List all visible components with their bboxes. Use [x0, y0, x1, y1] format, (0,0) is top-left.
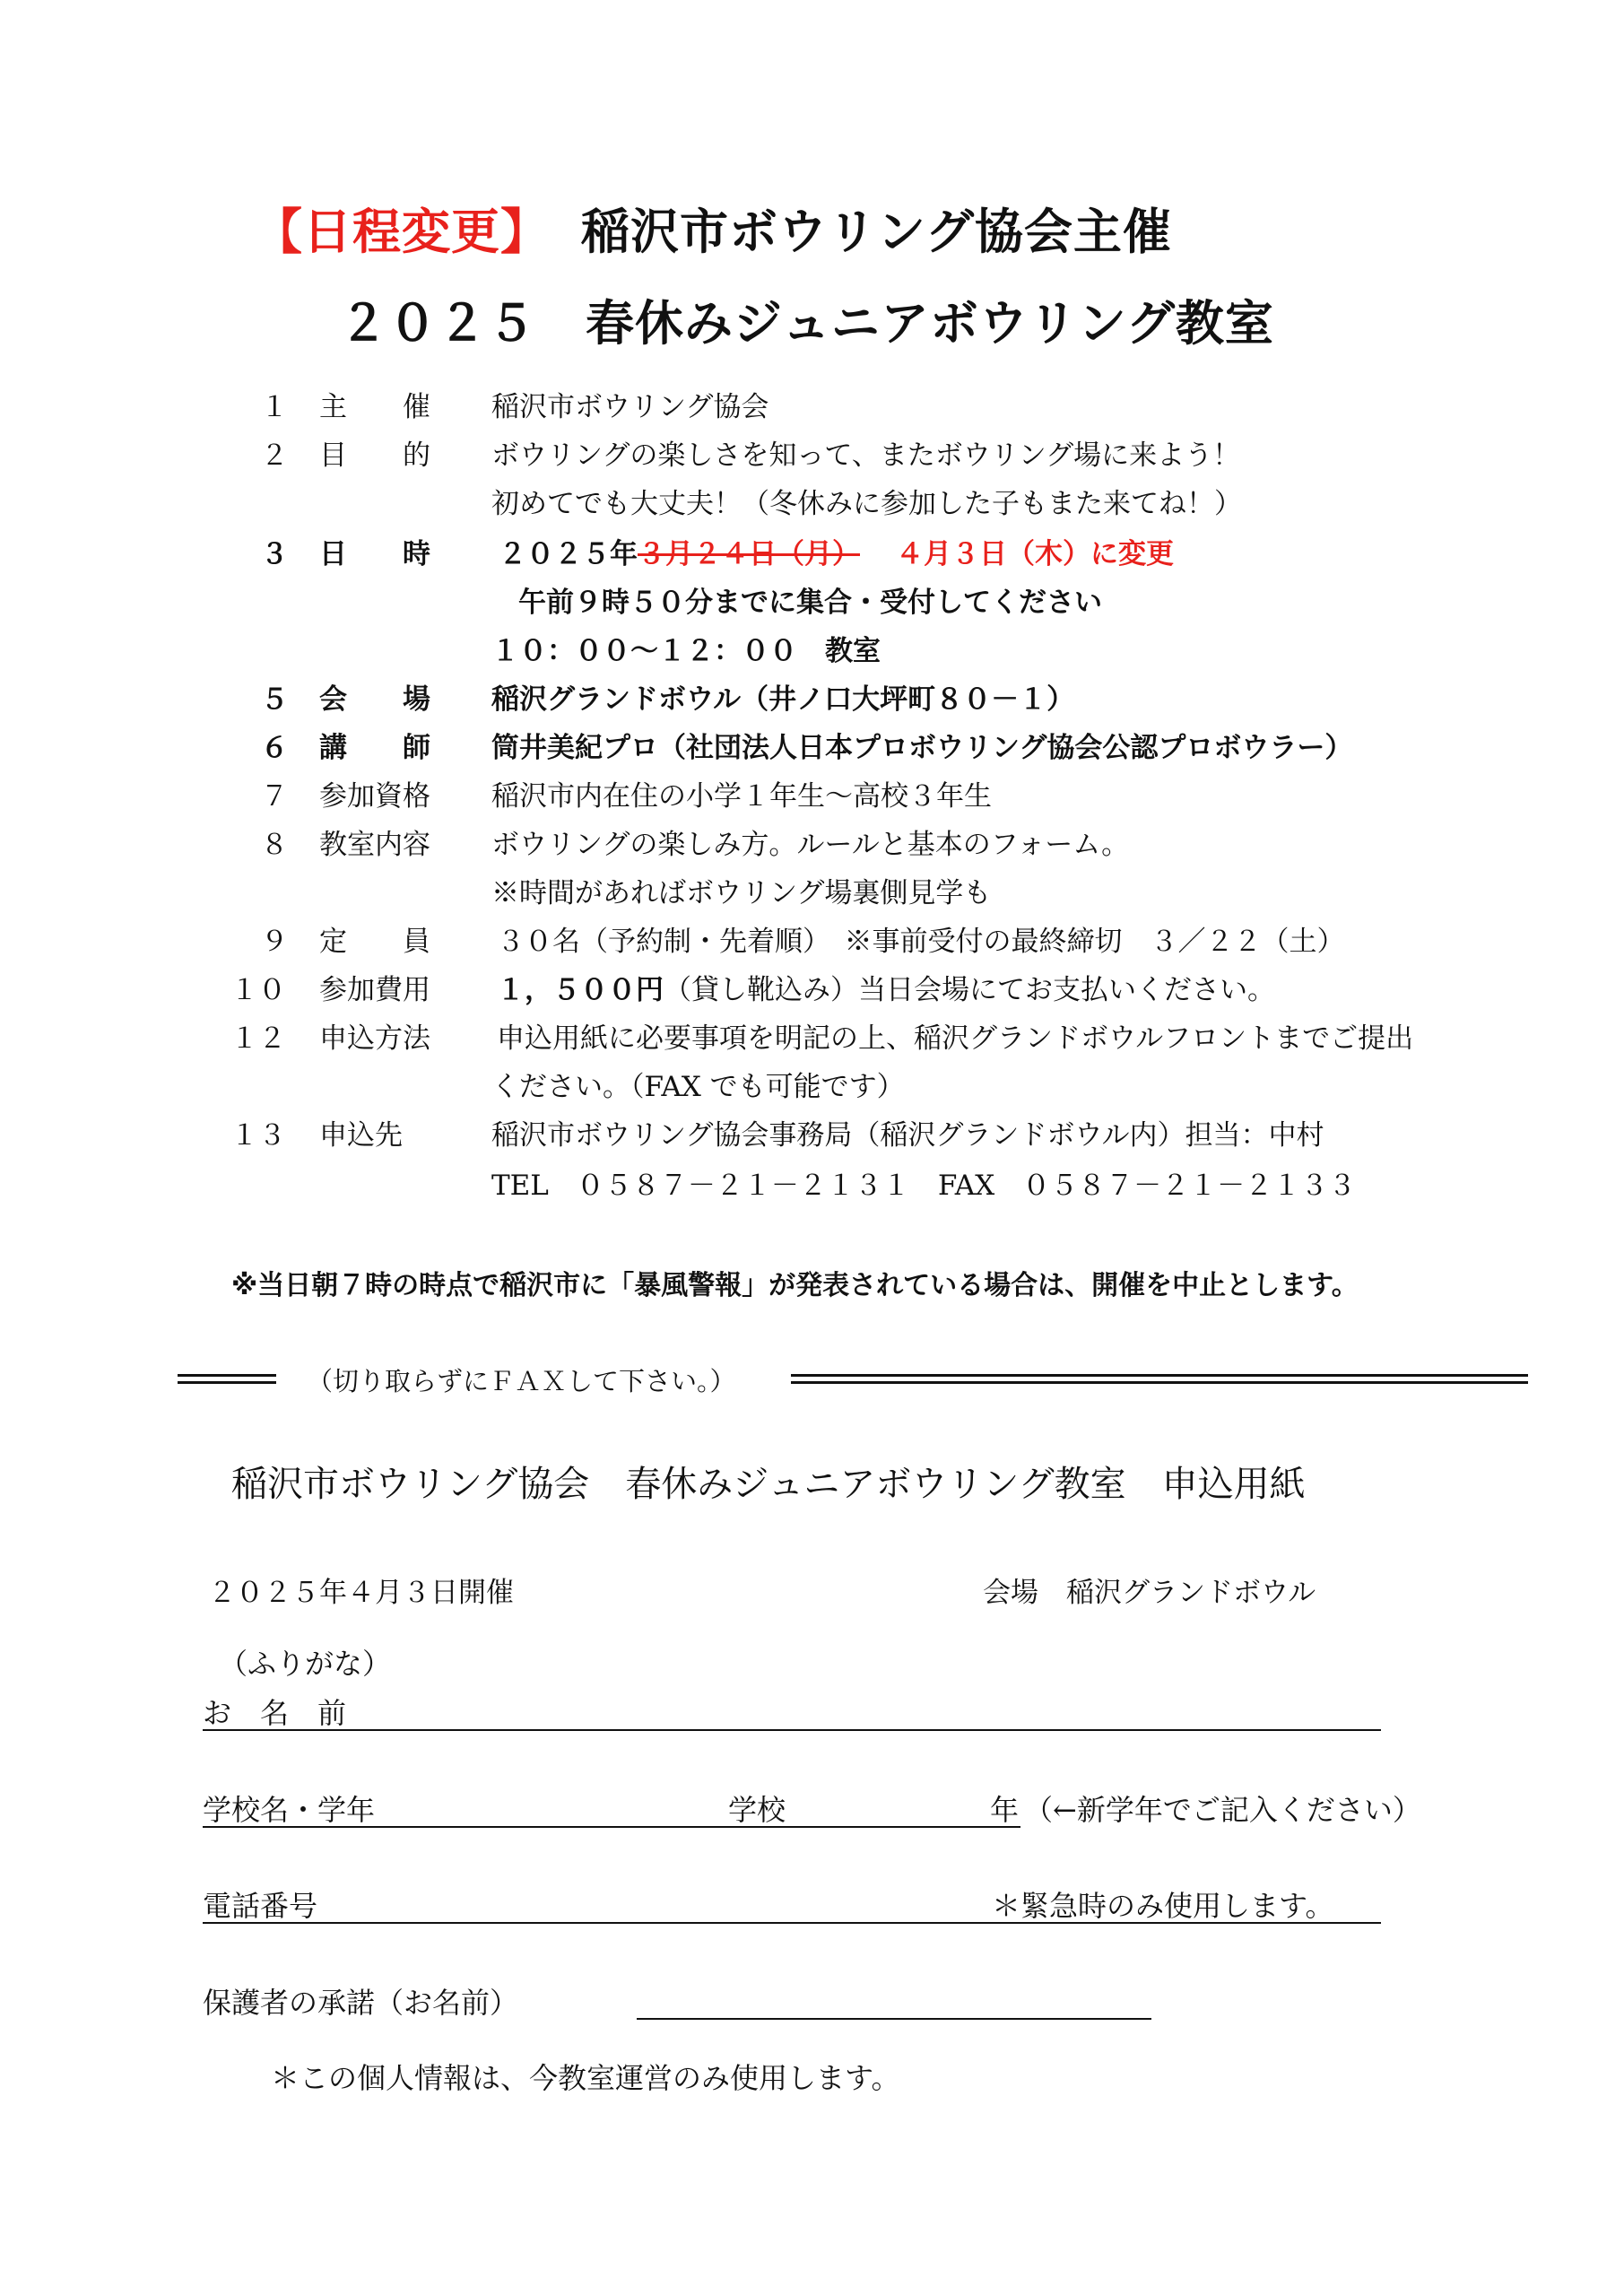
- info-row-content-cont: [0, 870, 1624, 918]
- info-row-purpose-cont: [0, 481, 1624, 529]
- item-value: 午前９時５０分までに集合・受付してください: [518, 587, 1102, 619]
- old-date: ３月２４日（月）: [638, 538, 860, 570]
- info-row-datetime-cont: [0, 579, 1624, 628]
- info-row-application: [0, 1015, 1624, 1064]
- item-value: １０：００〜１２：００ 教室: [491, 635, 881, 667]
- item-value: ボウリングの楽しみ方。ルールと基本のフォーム。: [491, 829, 1130, 861]
- phone-label: 電話番号: [203, 1889, 318, 1923]
- item-value: [497, 967, 1275, 1007]
- cut-line-left: [178, 1374, 276, 1384]
- item-number: １０: [230, 974, 286, 1006]
- info-row-eligibility: [0, 773, 1624, 822]
- item-number: １: [260, 391, 289, 423]
- name-field[interactable]: [203, 1729, 1381, 1731]
- phone-note: ＊緊急時のみ使用します。: [992, 1889, 1334, 1923]
- info-row-purpose: [0, 432, 1624, 481]
- item-number: １２: [230, 1022, 286, 1055]
- item-value: 稲沢市内在住の小学１年生〜高校３年生: [491, 780, 992, 813]
- guardian-name-field[interactable]: [637, 2018, 1151, 2020]
- item-number: ８: [260, 829, 289, 861]
- item-label: 定 員: [319, 926, 430, 958]
- grade-note: （←新学年でご記入ください）: [1024, 1793, 1421, 1827]
- school-field[interactable]: [203, 1826, 1020, 1828]
- item-value: 稲沢市ボウリング協会: [491, 391, 769, 423]
- schedule-change-notice: 【日程変更】: [254, 204, 550, 260]
- info-row-datetime: [0, 531, 1624, 579]
- item-number: ９: [260, 926, 289, 958]
- fee-amount: １，５００円: [497, 974, 664, 1006]
- item-label: 主 催: [319, 391, 430, 423]
- item-label: 会 場: [319, 683, 430, 716]
- item-label: 参加費用: [319, 974, 430, 1006]
- contact-phone-fax: TEL ０５８７－２１－２１３１ FAX ０５８７－２１－２１３３: [491, 1170, 1357, 1202]
- form-venue: 会場 稲沢グランドボウル: [983, 1577, 1316, 1609]
- item-value: 筒井美紀プロ（社団法人日本プロボウリング協会公認プロボウラー）: [491, 732, 1353, 764]
- item-value: ３０名（予約制・先着順） ※事前受付の最終締切 ３／２２（土）: [497, 926, 1345, 958]
- info-row-content: [0, 822, 1624, 870]
- item-value: 稲沢市ボウリング協会事務局（稲沢グランドボウル内）担当：中村: [491, 1119, 1324, 1152]
- item-value: 申込用紙に必要事項を明記の上、稲沢グランドボウルフロントまでご提出: [497, 1022, 1414, 1055]
- date-value: [499, 531, 1174, 571]
- name-label: お 名 前: [203, 1696, 347, 1730]
- item-label: 参加資格: [319, 780, 430, 813]
- cut-line-text: （切り取らずにＦＡＸして下さい。）: [307, 1366, 736, 1396]
- grade-suffix: 年: [990, 1793, 1020, 1827]
- info-row-venue: [0, 676, 1624, 725]
- privacy-note: ＊この個人情報は、今教室運営のみ使用します。: [271, 2061, 900, 2095]
- item-value: 初めてでも大丈夫！（冬休みに参加した子もまた来てね！）: [491, 488, 1242, 520]
- info-row-contact-phone: [0, 1162, 1624, 1211]
- info-row-application-cont: [0, 1064, 1624, 1112]
- item-label: 申込方法: [319, 1022, 430, 1055]
- fee-note: （貸し靴込み）当日会場にてお支払いください。: [664, 974, 1275, 1006]
- item-number: ２: [260, 439, 289, 472]
- school-suffix: 学校: [728, 1793, 786, 1827]
- info-row-instructor: [0, 725, 1624, 773]
- info-row-capacity: [0, 918, 1624, 967]
- item-value: ※時間があればボウリング場裏側見学も: [491, 877, 992, 909]
- guardian-consent-label: 保護者の承諾（お名前）: [203, 1986, 519, 2020]
- item-number: ３: [260, 538, 289, 570]
- date-year: ２０２５年: [499, 538, 638, 570]
- cancellation-notice: ※当日朝７時の時点で稲沢市に「暴風警報」が発表されている場合は、開催を中止とします。: [231, 1270, 1359, 1301]
- cut-line-right: [791, 1374, 1528, 1384]
- event-title: ２０２５ 春休みジュニアボウリング教室: [339, 295, 1274, 352]
- item-number: ６: [260, 732, 289, 764]
- info-row-fee: [0, 967, 1624, 1015]
- item-number: １３: [230, 1119, 286, 1152]
- item-label: 日 時: [319, 538, 430, 570]
- item-label: 教室内容: [319, 829, 430, 861]
- info-row-datetime-cont2: [0, 628, 1624, 676]
- item-value: ボウリングの楽しさを知って、またボウリング場に来よう！: [491, 439, 1241, 472]
- item-number: ５: [260, 683, 289, 716]
- item-label: 申込先: [319, 1119, 403, 1152]
- info-row-organizer: [0, 384, 1624, 432]
- new-date: ４月３日（木）に変更: [896, 538, 1174, 570]
- item-value: ください。（FAX でも可能です）: [491, 1071, 905, 1103]
- item-label: 目 的: [319, 439, 430, 472]
- item-label: 講 師: [319, 732, 430, 764]
- form-title: 稲沢市ボウリング協会 春休みジュニアボウリング教室 申込用紙: [231, 1464, 1306, 1505]
- school-label: 学校名・学年: [203, 1793, 376, 1827]
- furigana-label: （ふりがな）: [219, 1647, 392, 1681]
- form-event-date: ２０２５年４月３日開催: [208, 1577, 514, 1609]
- item-value: 稲沢グランドボウル（井ノ口大坪町８０－１）: [491, 683, 1075, 716]
- item-number: ７: [260, 780, 289, 813]
- info-row-contact: [0, 1112, 1624, 1161]
- organizer-title: 稲沢市ボウリング協会主催: [581, 204, 1172, 260]
